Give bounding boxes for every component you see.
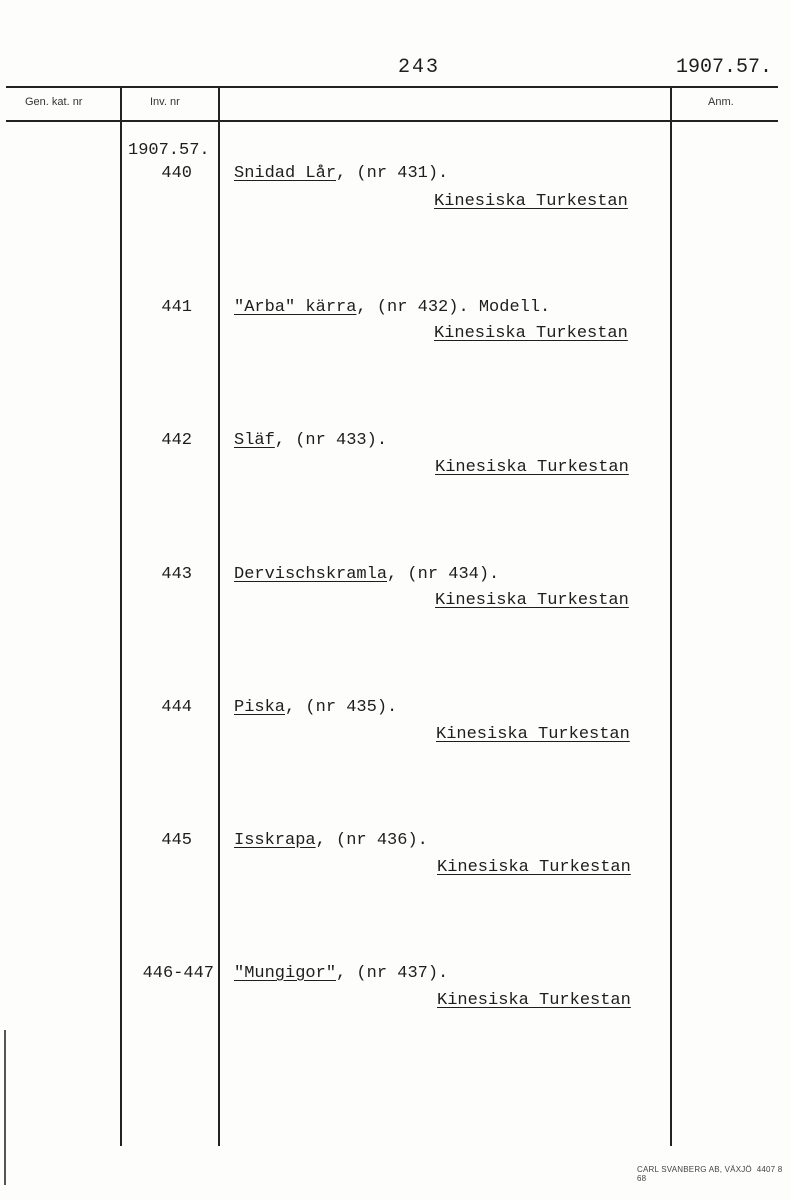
inventory-number: 443 (161, 565, 192, 584)
item-description (234, 431, 387, 450)
item-details: , (nr 434). (387, 565, 500, 584)
column-divider-gen-inv (120, 88, 122, 1146)
column-header-inv-nr: Inv. nr (150, 96, 180, 108)
item-details: , (nr 431). (336, 164, 449, 183)
accession-label: 1907.57. (128, 141, 210, 160)
inventory-number: 446-447 (142, 964, 214, 983)
item-description (234, 831, 428, 850)
column-header-gen-kat-nr: Gen. kat. nr (25, 96, 83, 108)
form-code: 4407 8 68 (637, 1165, 783, 1183)
inventory-number: 444 (161, 698, 192, 717)
column-divider-inv-desc (218, 88, 220, 1146)
printer-imprint (637, 1165, 791, 1183)
item-name: Piska (234, 698, 286, 717)
item-description (234, 164, 448, 183)
provenance: Kinesiska Turkestan (437, 858, 631, 877)
provenance: Kinesiska Turkestan (434, 192, 628, 211)
item-name: Släf (234, 431, 275, 450)
printer-name: CARL SVANBERG AB, VÄXJÖ (637, 1165, 752, 1174)
column-divider-desc-anm (670, 88, 672, 1146)
accession-number-header: 1907.57. (676, 56, 773, 79)
item-name: "Arba" kärra (234, 298, 357, 317)
provenance: Kinesiska Turkestan (434, 324, 628, 343)
item-description (234, 698, 397, 717)
provenance: Kinesiska Turkestan (435, 458, 629, 477)
inventory-number: 442 (161, 431, 192, 450)
item-description (234, 565, 499, 584)
item-description (234, 964, 448, 983)
provenance: Kinesiska Turkestan (436, 725, 630, 744)
provenance: Kinesiska Turkestan (435, 591, 629, 610)
item-name: Dervischskramla (234, 565, 388, 584)
item-details: , (nr 433). (274, 431, 388, 450)
item-details: , (nr 435). (285, 698, 398, 717)
item-details: , (nr 436). (315, 831, 428, 850)
header-rule (6, 120, 778, 122)
top-rule (6, 86, 778, 88)
page-number: 243 (398, 56, 441, 79)
column-header-anm: Anm. (708, 96, 734, 108)
item-name: "Mungigor" (234, 964, 337, 983)
item-name: Isskrapa (234, 831, 316, 850)
provenance: Kinesiska Turkestan (437, 991, 631, 1010)
inventory-number: 440 (161, 164, 192, 183)
margin-mark (4, 1030, 6, 1185)
inventory-number: 445 (161, 831, 192, 850)
item-details: , (nr 437). (336, 964, 449, 983)
item-description (234, 298, 550, 317)
item-details: , (nr 432). Modell. (356, 298, 551, 317)
item-name: Snidad Lår (234, 164, 337, 183)
inventory-number: 441 (161, 298, 192, 317)
